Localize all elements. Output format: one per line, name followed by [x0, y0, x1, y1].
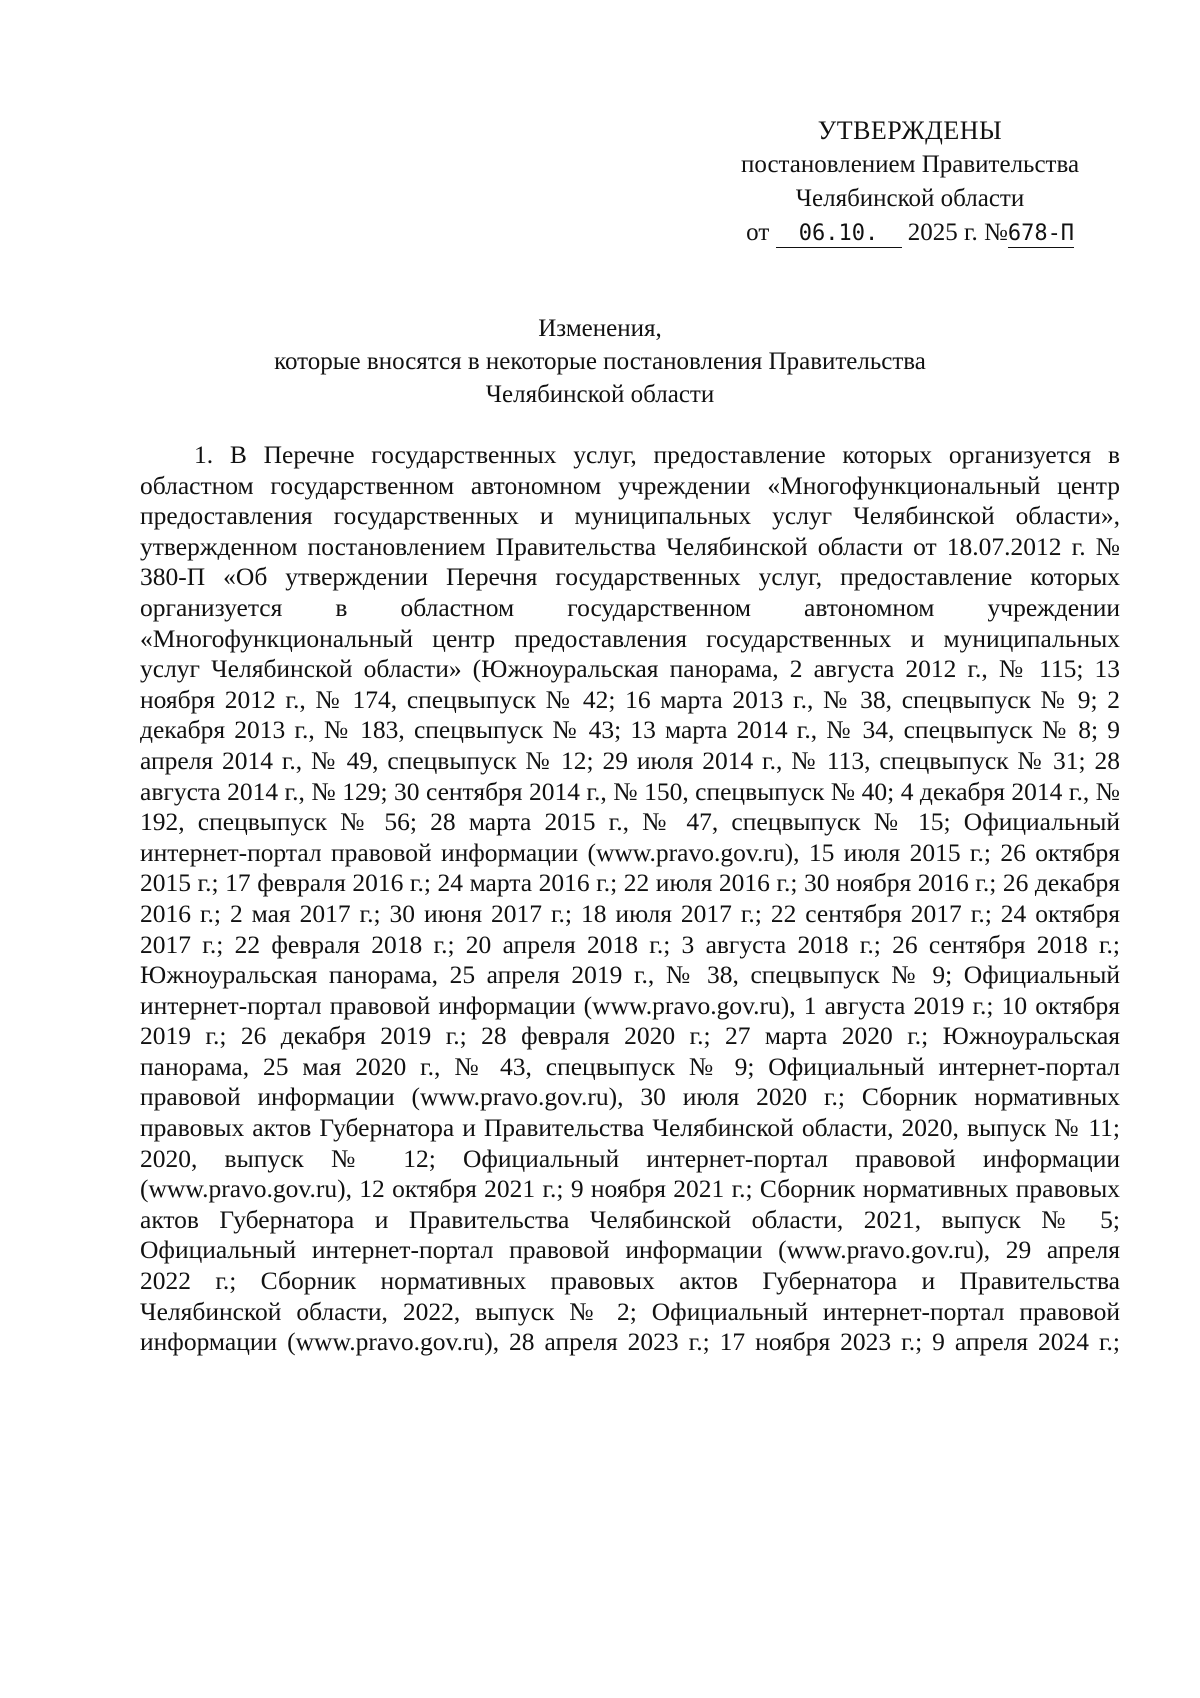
document-heading [0, 312, 1200, 411]
approval-line-1: постановлением Правительства [740, 151, 1080, 178]
document-body [140, 440, 1120, 1358]
approval-date-line [700, 216, 1120, 250]
heading-line-3: Челябинской области [485, 381, 715, 408]
document-number: 678-П [1007, 221, 1075, 246]
approval-stamp [700, 114, 1120, 250]
heading-line-1: Изменения, [538, 315, 662, 342]
approval-line-2: Челябинской области [795, 185, 1025, 212]
paragraph-1: 1. В Перечне государственных услуг, предоставление которых организуется в областном государственном автономном учреждении «Многофункциональный центр предоставления государственных и муниципальных услуг Челябинской области», утвержденном постановлением Правительства Челябинской области от 18.07.2012 г. № 380-П «Об утверждении Перечня государственных услуг, предоставление которых организуется в областном государственном автономном учреждении «Многофункциональный центр предоставления государственных и муниципальных услуг Челябинской области» (Южноуральская панорама, 2 августа 2012 г., № 115; 13 ноября 2012 г., № 174, спецвыпуск № 42; 16 марта 2013 г., № 38, спецвыпуск № 9; 2 декабря 2013 г., № 183, спецвыпуск № 43; 13 марта 2014 г., № 34, спецвыпуск № 8; 9 апреля 2014 г., № 49, спецвыпуск № 12; 29 июля 2014 г., № 113, спецвыпуск № 31; 28 августа 2014 г., № 129; 30 сентября 2014 г., № 150, спецвыпуск № 40; 4 декабря 2014 г., № 192, спецвыпуск № 56; 28 марта 2015 г., № 47, спецвыпуск № 15; Официальный интернет-портал правовой информации (www.pravo.gov.ru), 15 июля 2015 г.; 26 октября 2015 г.; 17 февраля 2016 г.; 24 марта 2016 г.; 22 июля 2016 г.; 30 ноября 2016 г.; 26 декабря 2016 г.; 2 мая 2017 г.; 30 июня 2017 г.; 18 июля 2017 г.; 22 сентября 2017 г.; 24 октября 2017 г.; 22 февраля 2018 г.; 20 апреля 2018 г.; 3 августа 2018 г.; 26 сентября 2018 г.; Южноуральская панорама, 25 апреля 2019 г., № 38, спецвыпуск № 9; Официальный интернет-портал правовой информации (www.pravo.gov.ru), 1 августа 2019 г.; 10 октября 2019 г.; 26 декабря 2019 г.; 28 февраля 2020 г.; 27 марта 2020 г.; Южноуральская панорама, 25 мая 2020 г., № 43, спецвыпуск № 9; Официальный интернет-портал правовой информации (www.pravo.gov.ru), 30 июля 2020 г.; Сборник нормативных правовых актов Губернатора и Правительства Челябинской области, 2020, выпуск № 11; 2020, выпуск № 12; Официальный интернет-портал правовой информации (www.pravo.gov.ru), 12 октября 2021 г.; 9 ноября 2021 г.; Сборник нормативных правовых актов Губернатора и Правительства Челябинской области, 2021, выпуск № 5; Официальный интернет-портал правовой информации (www.pravo.gov.ru), 29 апреля 2022 г.; Сборник нормативных правовых актов Губернатора и Правительства Челябинской области, 2022, выпуск № 2; Официальный интернет-портал правовой информации (www.pravo.gov.ru), 28 апреля 2023 г.; 17 ноября 2023 г.; 9 апреля 2024 г.; [140, 440, 1120, 1357]
date-value: 06.10. [776, 221, 902, 248]
year-text: 2025 г. № [907, 219, 1008, 246]
heading-line-2: которые вносятся в некоторые постановления Правительства [274, 348, 926, 375]
approval-title: УТВЕРЖДЕНЫ [817, 116, 1003, 145]
date-prefix: от [746, 219, 770, 246]
